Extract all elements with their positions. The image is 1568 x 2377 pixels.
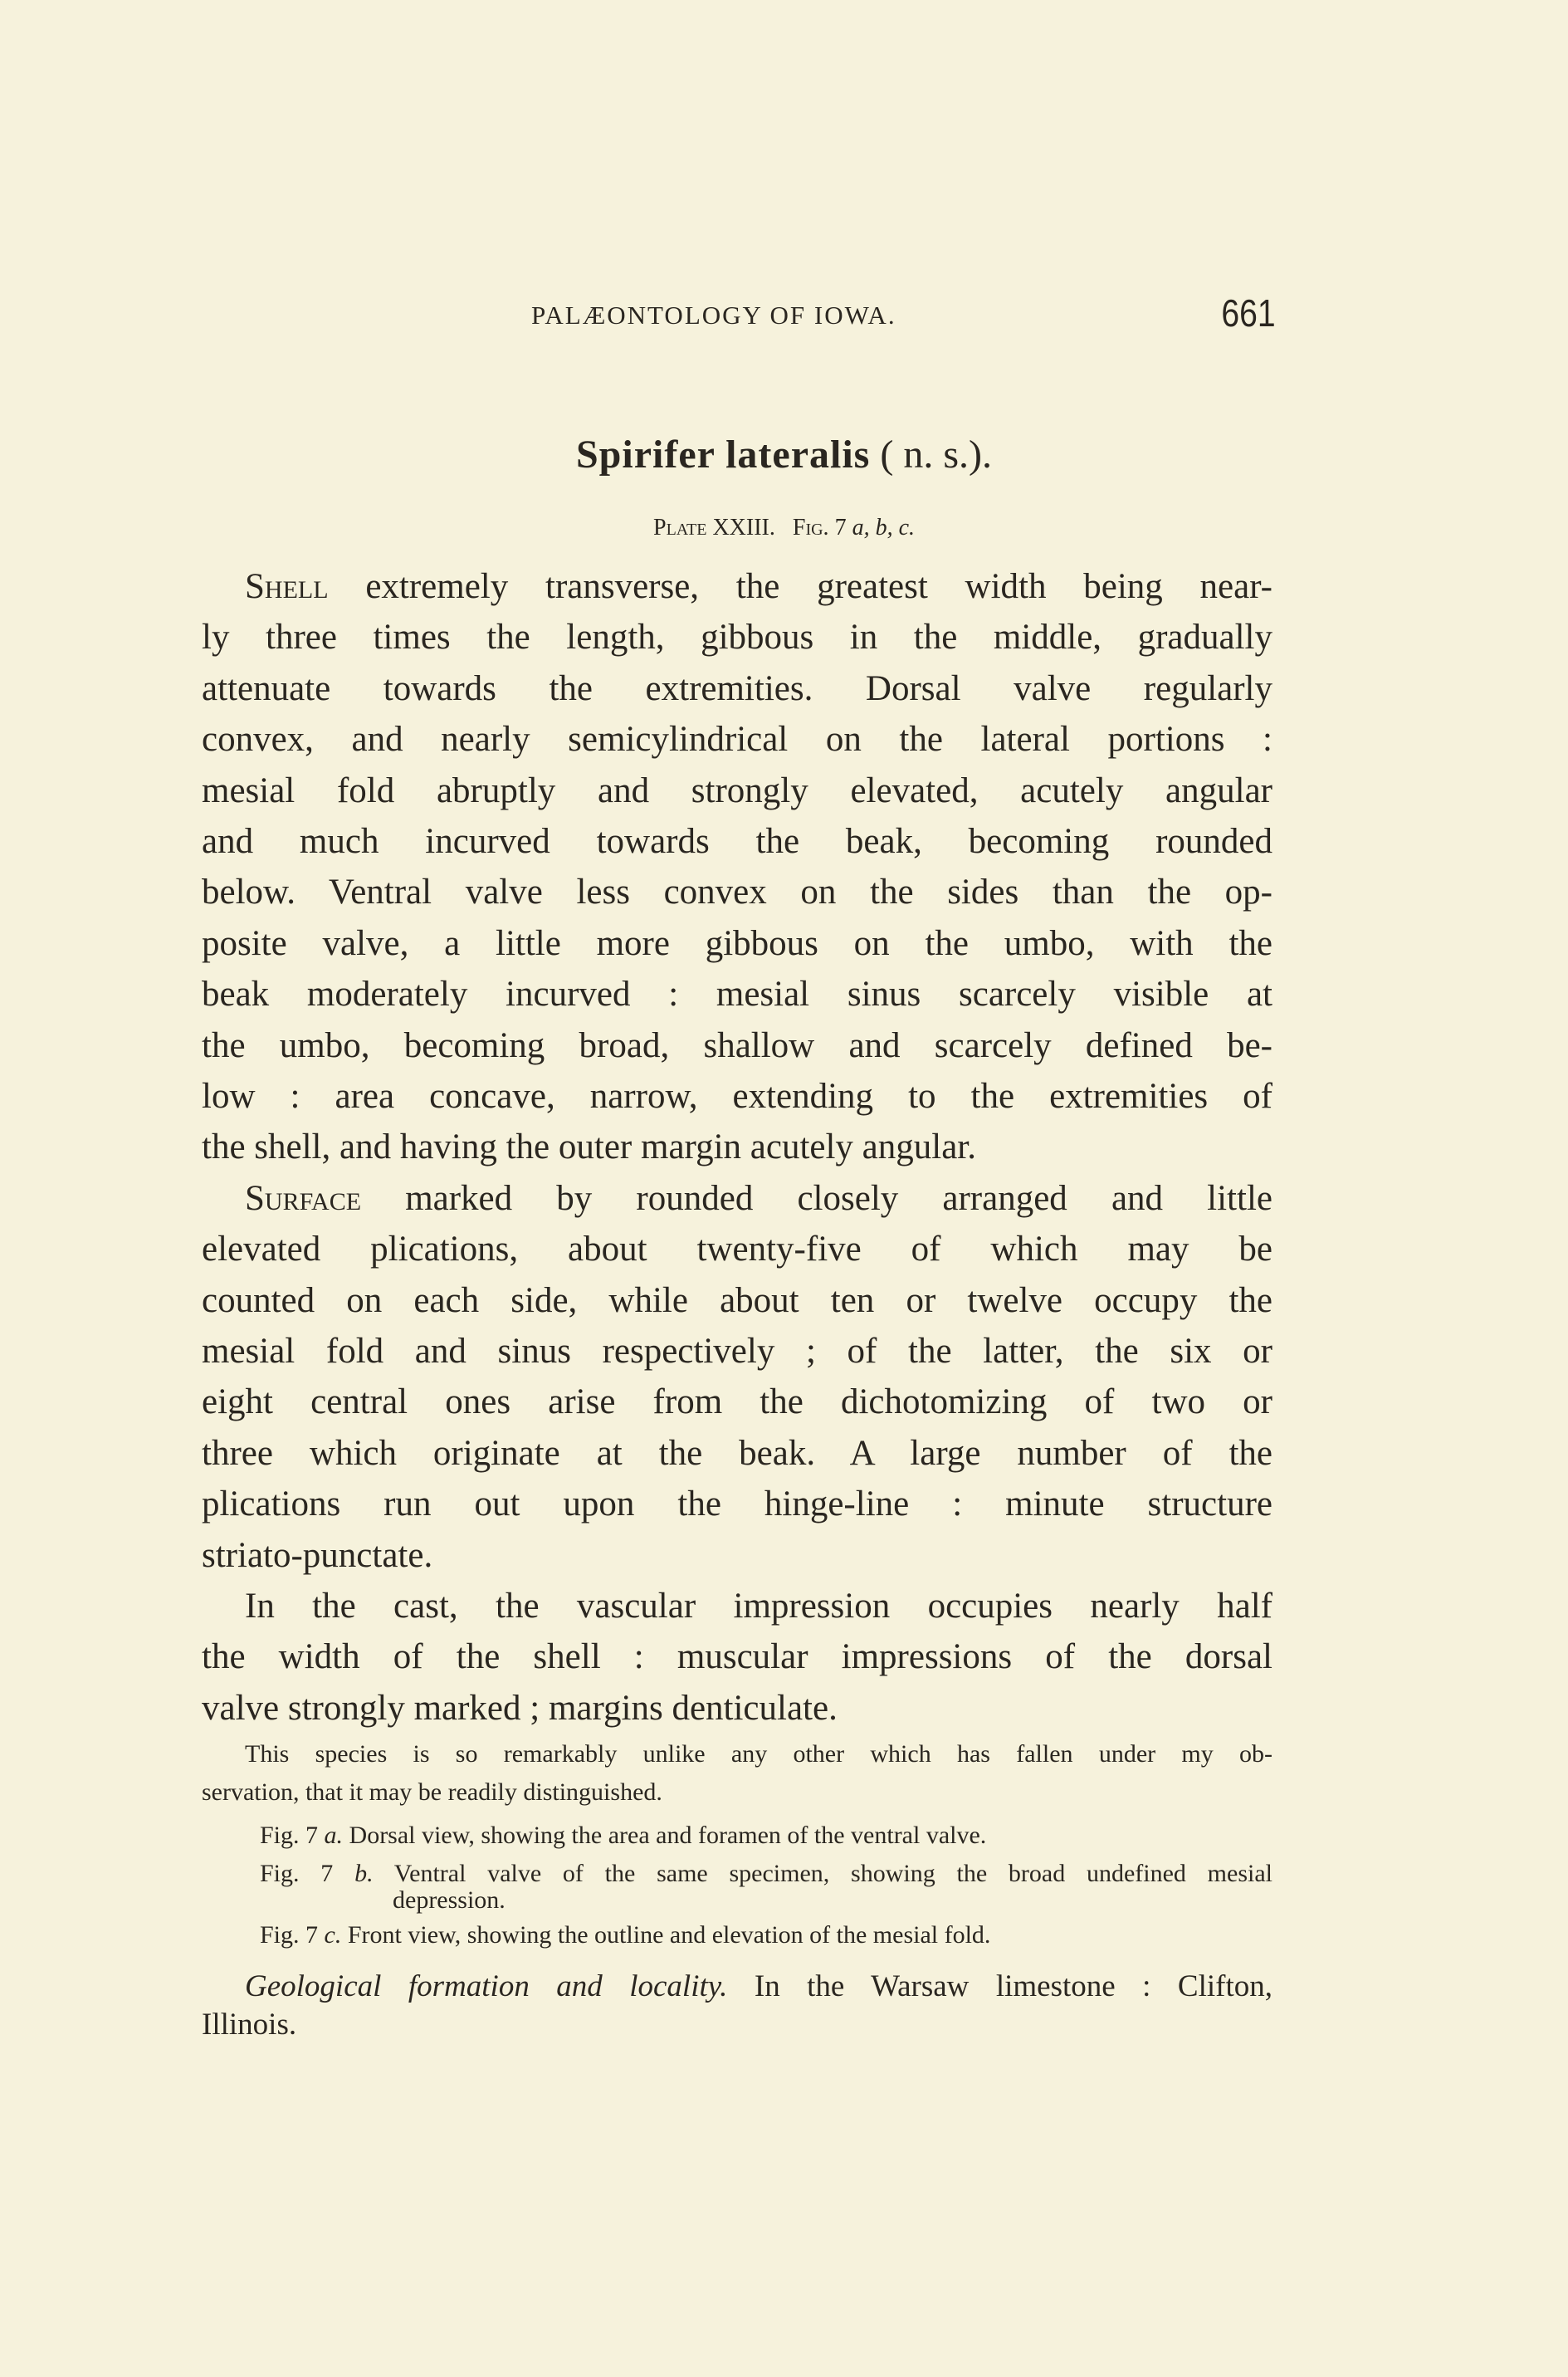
body-line: the umbo, becoming broad, shallow and scarcely defined be-	[202, 1025, 1272, 1065]
fig-label: Fig.	[792, 515, 829, 540]
body-line: striato-punctate.	[202, 1535, 433, 1575]
body-line: the shell, and having the outer margin acutely angular.	[202, 1127, 976, 1167]
fig-number: 7	[834, 515, 847, 540]
species-title	[0, 432, 1568, 477]
body-line: attenuate towards the extremities. Dorsal valve regularly	[202, 668, 1272, 708]
fig-label: Fig. 7	[260, 1822, 319, 1849]
body-line: elevated plications, about twenty-five of which may be	[202, 1230, 1272, 1269]
body-line: low : area concave, narrow, extending to the extremities of	[202, 1077, 1272, 1116]
species-name: Spirifer lateralis	[575, 433, 871, 477]
locality-text: In the Warsaw limestone : Clifton,	[754, 1969, 1272, 2003]
note-line: servation, that it may be readily distinguished.	[202, 1778, 662, 1806]
body-line: counted on each side, while about ten or twelve occupy the	[202, 1280, 1272, 1320]
plate-label: Plate XXIII.	[653, 515, 775, 540]
body-line: valve strongly marked ; margins denticulate.	[202, 1688, 838, 1728]
body-line: ly three times the length, gibbous in the middle, gradually	[202, 618, 1272, 658]
lead-word: Surface	[245, 1178, 362, 1218]
lead-word: Shell	[245, 567, 329, 606]
fig-label: Fig. 7	[260, 1860, 334, 1887]
note-line: This species is so remarkably unlike any other which has fallen under my ob-	[245, 1740, 1272, 1768]
fig-text: Ventral valve of the same specimen, showing the broad undefined mesial	[393, 1860, 1272, 1887]
body-line: plications run out upon the hinge-line : minute structure	[202, 1484, 1272, 1524]
fig-letter: c.	[324, 1921, 342, 1949]
body-line: In the cast, the vascular impression occupies nearly half	[245, 1587, 1272, 1626]
body-line: beak moderately incurved : mesial sinus scarcely visible at	[202, 975, 1272, 1015]
body-line: convex, and nearly semicylindrical on the lateral portions :	[202, 720, 1272, 760]
body-line: mesial fold abruptly and strongly elevated, acutely angular	[202, 770, 1272, 810]
locality-label: Geological formation and locality.	[245, 1969, 728, 2003]
species-suffix: ( n. s.).	[880, 433, 993, 477]
page-number: 661	[1221, 291, 1276, 335]
figure-caption-c	[202, 1916, 1272, 1954]
body-line: eight central ones arise from the dichotomizing of two or	[202, 1382, 1272, 1422]
locality-line-cont: Illinois.	[202, 2008, 297, 2042]
fig-text: Front view, showing the outline and elevation of the mesial fold.	[347, 1921, 991, 1949]
figure-caption-a	[202, 1817, 1272, 1855]
body-line: Shell extremely transverse, the greatest width being near-	[245, 567, 1272, 606]
fig-letters: a, b, c.	[852, 515, 915, 540]
running-title: PALÆONTOLOGY OF IOWA.	[531, 301, 896, 330]
locality-line	[202, 1966, 1272, 2008]
fig-letter: b.	[354, 1860, 374, 1887]
fig-label: Fig. 7	[260, 1921, 319, 1949]
body-line: below. Ventral valve less convex on the sides than the op-	[202, 873, 1272, 912]
fig-text: Dorsal view, showing the area and foramen of the ventral valve.	[349, 1822, 987, 1849]
body-line: and much incurved towards the beak, becoming rounded	[202, 822, 1272, 861]
body-line: the width of the shell : muscular impressions of the dorsal	[202, 1637, 1272, 1677]
figure-caption-b-cont: depression.	[393, 1886, 506, 1914]
body-line: mesial fold and sinus respectively ; of the latter, the six or	[202, 1332, 1272, 1371]
fig-letter: a.	[324, 1822, 344, 1849]
plate-reference	[0, 515, 1568, 541]
body-line: posite valve, a little more gibbous on the umbo, with the	[202, 923, 1272, 963]
body-line: three which originate at the beak. A large number of the	[202, 1433, 1272, 1473]
body-line: Surface marked by rounded closely arranged and little	[245, 1178, 1272, 1218]
